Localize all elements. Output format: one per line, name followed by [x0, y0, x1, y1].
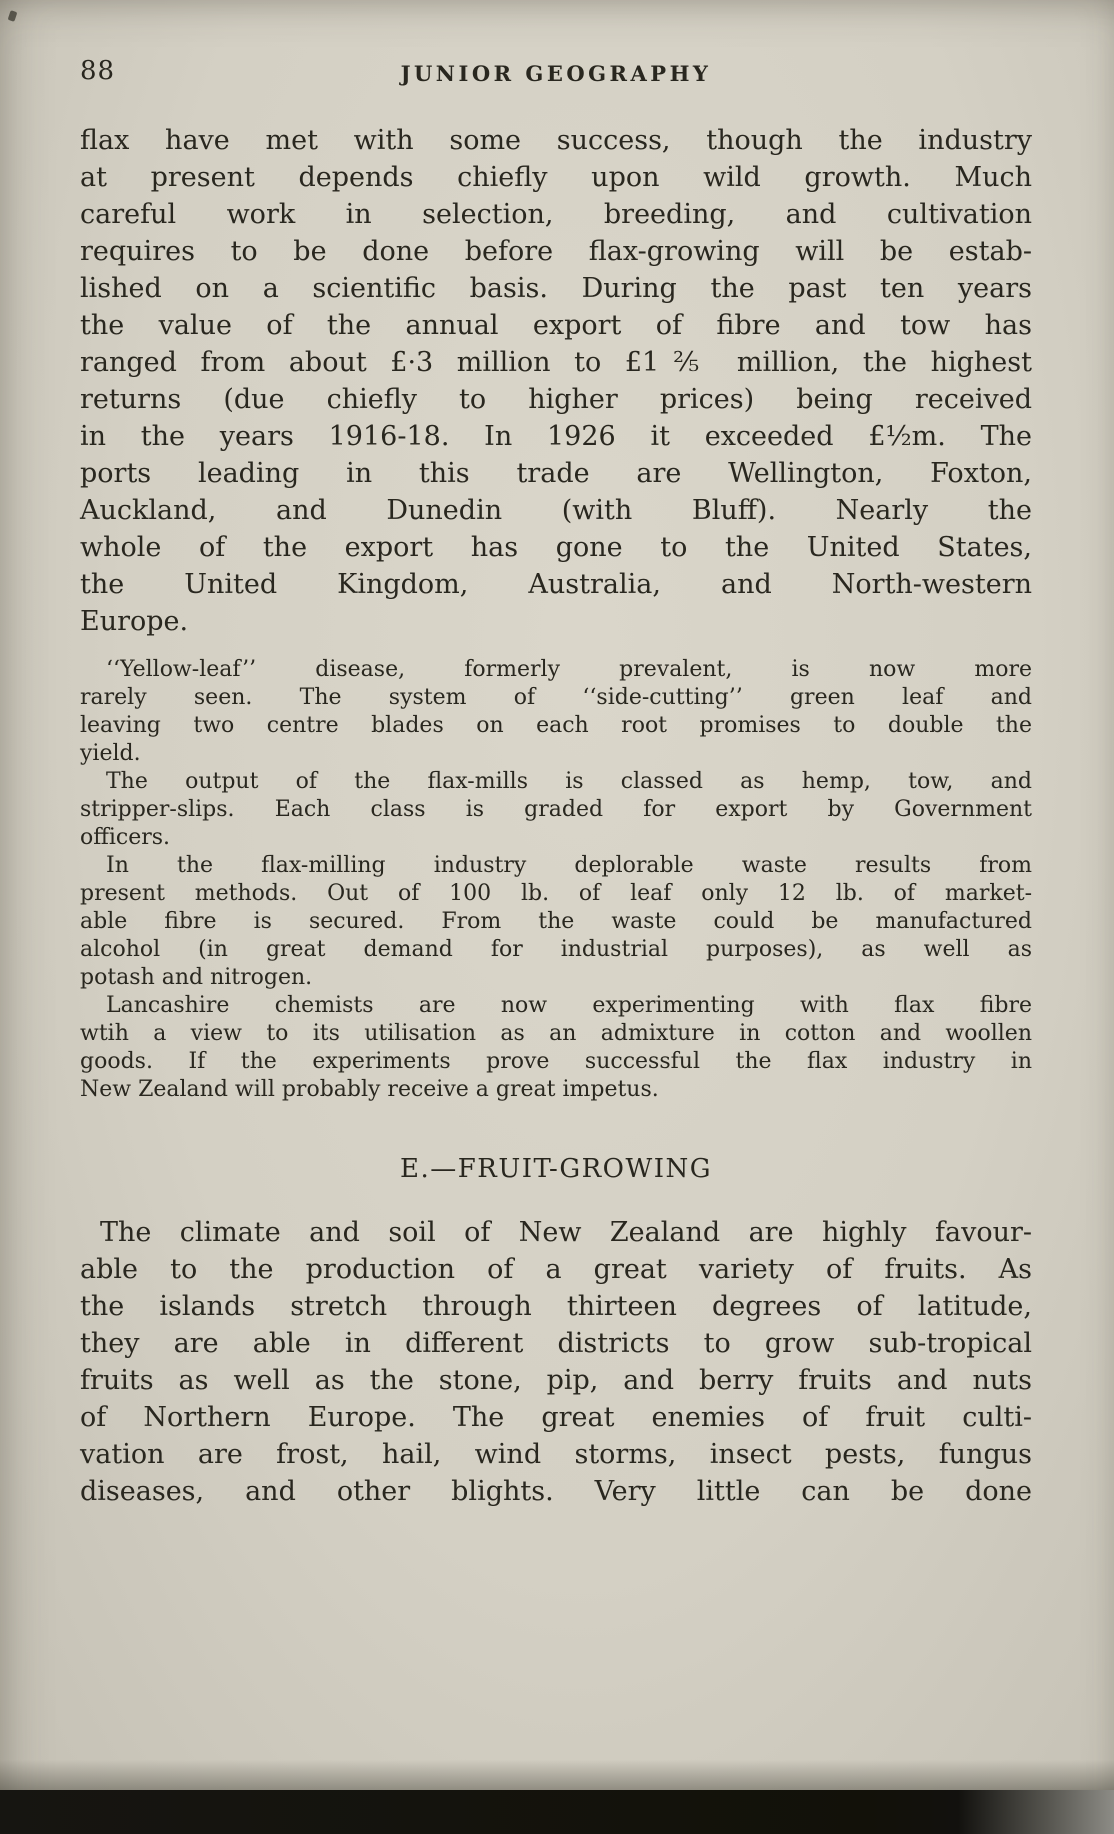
text-line: returns (due chiefly to higher prices) being received	[80, 384, 1032, 415]
note-yellow-leaf	[80, 656, 1032, 768]
note-flax-milling-waste	[80, 852, 1032, 992]
text-line: ‘‘Yellow-leaf’’ disease, formerly prevalent, is now more	[106, 657, 1032, 682]
text-line: ports leading in this trade are Wellington, Foxton,	[80, 458, 1032, 489]
text-line: the value of the annual export of fibre and tow has	[80, 310, 1032, 341]
text-line: wtih a view to its utilisation as an admixture in cotton and woollen	[80, 1021, 1032, 1046]
text-line: the United Kingdom, Australia, and North-western	[80, 569, 1032, 600]
text-line: potash and nitrogen.	[80, 965, 313, 990]
text-line: alcohol (in great demand for industrial purposes), as well as	[80, 937, 1032, 962]
text-line: the islands stretch through thirteen degrees of latitude,	[80, 1291, 1032, 1322]
text-line: Lancashire chemists are now experimenting with flax fibre	[106, 993, 1032, 1018]
text-line: New Zealand will probably receive a great impetus.	[80, 1077, 659, 1102]
text-line: yield.	[80, 741, 141, 766]
paragraph-fruit-growing	[80, 1214, 1032, 1510]
text-line: requires to be done before flax-growing will be estab-	[80, 236, 1032, 267]
text-line: goods. If the experiments prove successful the flax industry in	[80, 1049, 1032, 1074]
section-heading-fruit-growing: E.—FRUIT-GROWING	[400, 1154, 712, 1184]
paragraph-flax-industry	[80, 122, 1032, 640]
text-line: vation are frost, hail, wind storms, insect pests, fungus	[80, 1439, 1032, 1470]
page-number: 88	[80, 56, 116, 86]
text-line: ranged from about £·3 million to £1⅖ million, the highest	[80, 347, 1032, 378]
page-header	[80, 56, 1032, 92]
scan-edge-bar	[0, 1790, 1114, 1834]
note-flax-mills	[80, 768, 1032, 852]
text-line: careful work in selection, breeding, and cultivation	[80, 199, 1032, 230]
text-line: flax have met with some success, though the industry	[80, 125, 1032, 156]
text-line: Europe.	[80, 606, 189, 637]
text-line: they are able in different districts to grow sub-tropical	[80, 1328, 1032, 1359]
text-line: in the years 1916-18. In 1926 it exceeded £½m. The	[80, 421, 1032, 452]
page-curl-shadow	[0, 1760, 1114, 1790]
text-line: stripper-slips. Each class is graded for export by Government	[80, 797, 1032, 822]
text-line: leaving two centre blades on each root promises to double the	[80, 713, 1032, 738]
text-line: able fibre is secured. From the waste could be manufactured	[80, 909, 1032, 934]
text-line: lished on a scientific basis. During the past ten years	[80, 273, 1032, 304]
text-line: fruits as well as the stone, pip, and berry fruits and nuts	[80, 1365, 1032, 1396]
text-line: officers.	[80, 825, 171, 850]
text-line: The climate and soil of New Zealand are highly favour-	[100, 1217, 1032, 1248]
note-lancashire-chemists	[80, 992, 1032, 1104]
text-line: In the flax-milling industry deplorable waste results from	[106, 853, 1032, 878]
text-line: The output of the flax-mills is classed as hemp, tow, and	[106, 769, 1032, 794]
text-line: present methods. Out of 100 lb. of leaf only 12 lb. of market-	[80, 881, 1032, 906]
text-line: of Northern Europe. The great enemies of fruit culti-	[80, 1402, 1032, 1433]
text-line: Auckland, and Dunedin (with Bluff). Nearly the	[80, 495, 1032, 526]
text-line: diseases, and other blights. Very little can be done	[80, 1476, 1032, 1507]
text-line: whole of the export has gone to the United States,	[80, 532, 1032, 563]
text-line: at present depends chiefly upon wild growth. Much	[80, 162, 1032, 193]
text-line: rarely seen. The system of ‘‘side-cutting’’ green leaf and	[80, 685, 1032, 710]
running-title: JUNIOR GEOGRAPHY	[400, 61, 712, 86]
text-line: able to the production of a great variety of fruits. As	[80, 1254, 1032, 1285]
